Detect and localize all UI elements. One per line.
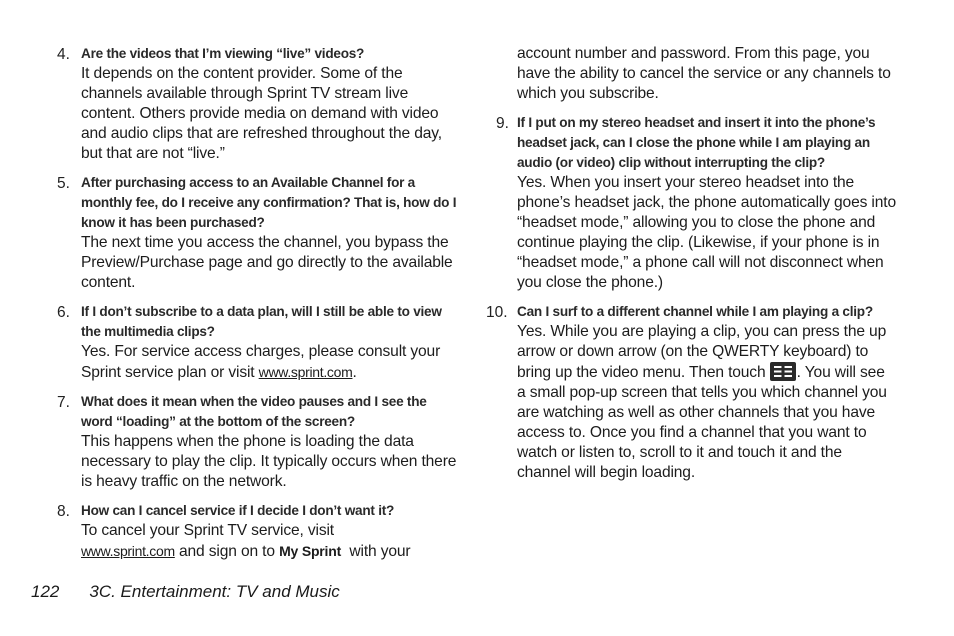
item-number: 8. <box>57 503 70 520</box>
item-number: 4. <box>57 46 70 63</box>
item-number: 5. <box>57 175 70 192</box>
faq-answer: This happens when the phone is loading the data necessary to play the clip. It typically occurs when there is heavy traffic on the network. <box>81 433 457 490</box>
faq-item-6 <box>57 302 459 383</box>
sprint-website-link[interactable]: www.sprint.com <box>258 364 353 380</box>
left-column <box>57 44 459 571</box>
faq-item-9 <box>486 113 896 293</box>
chapter-title: 3C. Entertainment: TV and Music <box>89 582 340 601</box>
faq-question: Are the videos that I’m viewing “live” videos? <box>81 46 365 61</box>
item-number: 6. <box>57 304 70 321</box>
faq-item-4 <box>57 44 459 164</box>
answer-text: Yes. While you are playing a clip, you can press the up arrow or down arrow (on the QWERTY keyboard) to bring up the video menu. Then touch <box>517 323 887 381</box>
sprint-website-link[interactable]: www.sprint.com <box>81 543 175 559</box>
faq-item-10 <box>486 302 896 483</box>
faq-answer: The next time you access the channel, you bypass the Preview/Purchase page and go directly to the available content. <box>81 234 453 291</box>
page-footer <box>31 582 340 602</box>
item-number: 9. <box>496 115 509 132</box>
item-number: 7. <box>57 394 70 411</box>
faq-question: How can I cancel service if I decide I don’t want it? <box>81 503 395 518</box>
faq-answer: It depends on the content provider. Some of the channels available through Sprint TV stream live content. Others provide media on demand with video and audio clips that are refreshed throughout the day, but that are not “live.” <box>81 65 442 162</box>
right-column <box>486 44 896 492</box>
answer-text-end: . <box>352 364 357 381</box>
my-sprint-term: My Sprint <box>279 543 342 559</box>
faq-answer <box>81 342 459 383</box>
faq-question: If I put on my stereo headset and insert it into the phone’s headset jack, can I close the phone while I am playing an audio (or video) clip without interrupting the clip? <box>517 115 876 170</box>
answer-text-middle: and sign on to <box>174 543 280 560</box>
faq-question: After purchasing access to an Available Channel for a monthly fee, do I receive any confirmation? That is, how do I know it has been purchased? <box>81 175 457 230</box>
answer-text: Yes. For service access charges, please consult your Sprint service plan or visit <box>81 343 441 381</box>
faq-answer <box>81 521 459 562</box>
answer-text-end: . You will see a small pop-up screen that tells you which channel you are watching as well as other channels that you have access to. Once you find a channel that you want to watch or listen to, scroll to it and touch it and the channel will begin loading. <box>517 364 887 481</box>
item-number: 10. <box>486 304 508 321</box>
faq-answer-continuation: account number and password. From this page, you have the ability to cancel the service or any channels to which you subscribe. <box>517 45 891 102</box>
answer-text-end: with your <box>341 543 411 560</box>
faq-answer <box>517 322 896 483</box>
answer-text: To cancel your Sprint TV service, visit <box>81 522 334 539</box>
faq-question: If I don’t subscribe to a data plan, will I still be able to view the multimedia clips? <box>81 304 442 339</box>
menu-list-icon <box>770 362 796 381</box>
faq-item-7 <box>57 392 459 492</box>
faq-item-5 <box>57 173 459 293</box>
faq-question: What does it mean when the video pauses and I see the word “loading” at the bottom of the screen? <box>81 394 427 429</box>
faq-item-8 <box>57 501 459 562</box>
faq-question: Can I surf to a different channel while I am playing a clip? <box>517 304 873 319</box>
faq-answer: Yes. When you insert your stereo headset into the phone’s headset jack, the phone automatically goes into “headset mode,” allowing you to close the phone and continue playing the clip. (Likewise, if your phone is in “headset mode,” a phone call will not disconnect when you close the phone.) <box>517 174 896 291</box>
page-number: 122 <box>31 582 60 601</box>
